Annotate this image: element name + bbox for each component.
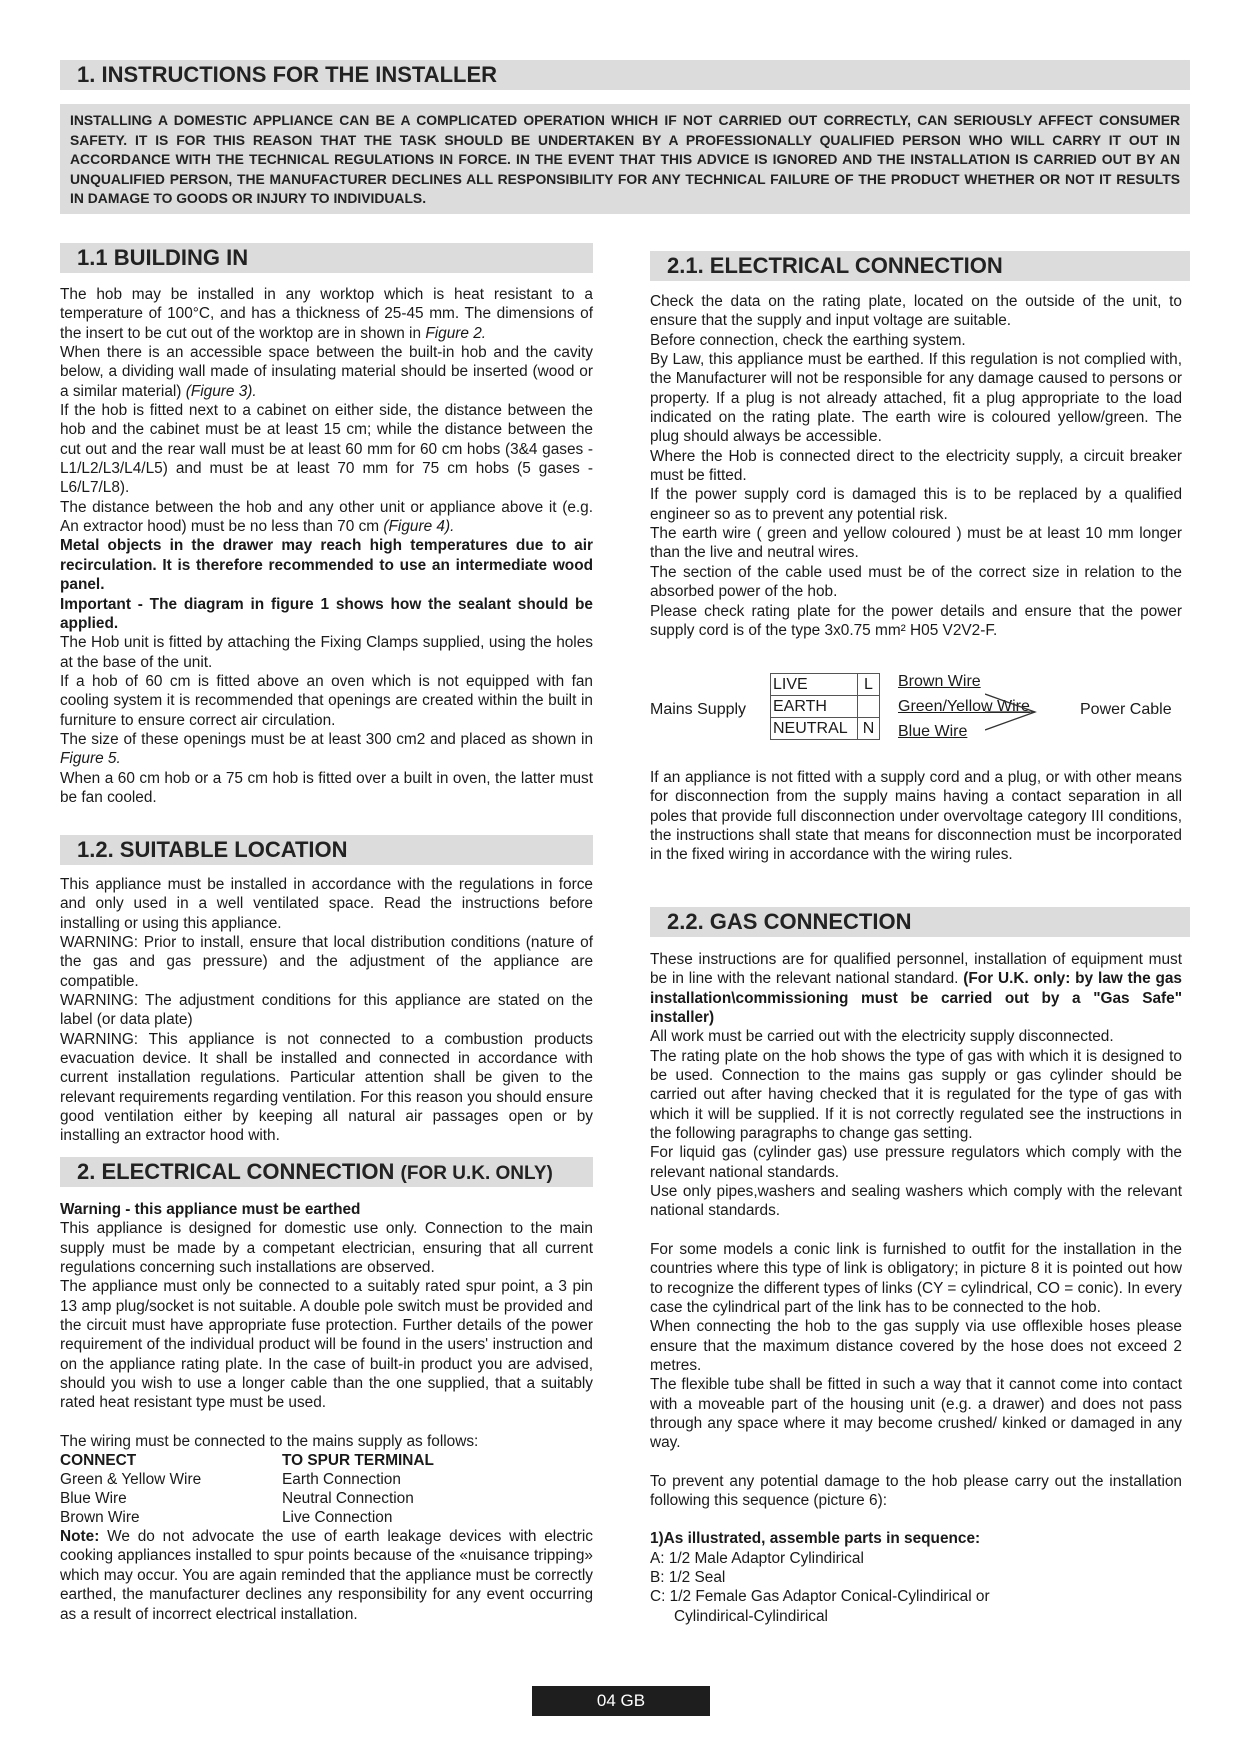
table-row: Brown Wire Live Connection [60, 1509, 393, 1527]
power-cable-label: Power Cable [1080, 701, 1172, 718]
uk-electrical-text: Warning - this appliance must be earthed This appliance is designed for domestic use only. Connection to the main supply must be made by a competant electrician, ensuring that all current regulations concerning such installations are observed. The appliance must only be connected to a suitably rated spur point, a 3 pin 13 amp plug/socket is not suitable. A double pole switch must be provided and the circuit must have appropriate fuse protection. Further details of the power requirement of the individual product will be found in the users' instruction and on the appliance rating plate. In the case of built-in product you are advised, should you wish to use a longer cable than the one supplied, that a suitably rated heat resistant type must be used. The wiring must be connected to the mains supply as follows: CONNECT TO SPUR TERMINAL Green & Yellow Wire Earth Connection Blue Wire Neutral Connection Brown Wire Live Connection Note: We do not advocate the use of earth leakage devices with electric cooking appliances installed to spur points because of the «nuisance tripping» which may occur. You are again reminded that the appliance must be correctly earthed, the manufacturer declines any responsibility for any event occurring as a result of incorrect electrical installation. [60, 1201, 593, 1623]
installer-warning: INSTALLING A DOMESTIC APPLIANCE CAN BE A COMPLICATED OPERATION WHICH IF NOT CARRIED OUT CORRECTLY, CAN SERIOUSLY AFFECT CONSUMER SAFETY. IT IS FOR THIS REASON THAT THE TASK SHOULD BE UNDERTAKEN BY A PROFESSIONALLY QUALIFIED PERSON WHO WILL CARRY IT OUT IN ACCORDANCE WITH THE TECHNICAL REGULATIONS IN FORCE. IN THE EVENT THAT THIS ADVICE IS IGNORED AND THE INSTALLATION IS CARRIED OUT BY AN UNQUALIFIED PERSON, THE MANUFACTURER DECLINES ALL RESPONSIBILITY FOR ANY TECHNICAL FAILURE OF THE PRODUCT WHETHER OR NOT IT RESULTS IN DAMAGE TO GOODS OR INJURY TO INDIVIDUALS. [60, 104, 1190, 214]
wiring-diagram-box [770, 673, 880, 740]
table-row: NEUTRAL N [771, 718, 880, 740]
table-row: LIVE L [771, 674, 880, 696]
section-2-2-title: 2.2. GAS CONNECTION [650, 907, 1190, 937]
table-row: Green & Yellow Wire Earth Connection [60, 1471, 401, 1489]
section-1-1-title: 1.1 BUILDING IN [60, 243, 593, 273]
page-number: 04 GB [532, 1686, 710, 1716]
table-row: EARTH [771, 696, 880, 718]
section-2-title: 2. ELECTRICAL CONNECTION (FOR U.K. ONLY) [60, 1157, 593, 1187]
wiring-table [60, 1451, 434, 1527]
green-yellow-wire-label: Green/Yellow Wire [898, 698, 1030, 715]
cable-arrow [985, 680, 1085, 750]
blue-wire-label: Blue Wire [898, 723, 968, 740]
building-in-text: The hob may be installed in any worktop which is heat resistant to a temperature of 100°C, and has a thickness of 25-45 mm. The dimensions of the insert to be cut out of the worktop are in shown in Figure 2. When there is an accessible space between the built-in hob and the cavity below, a dividing wall made of insulating material should be inserted (wood or a similar material) (Figure 3). If the hob is fitted next to a cabinet on either side, the distance between the hob and the cabinet must be at least 15 cm; while the distance between the cut out and the rear wall must be at least 60 mm for 60 cm hobs (3&4 gases - L1/L2/L3/L4/L5) and must be at least 70 mm for 75 cm hobs (5 gases - L6/L7/L8). The distance between the hob and any other unit or appliance above it (e.g. An extractor hood) must be no less than 70 cm (Figure 4). Metal objects in the drawer may reach high temperatures due to air recirculation. It is therefore recommended to use an intermediate wood panel. Important - The diagram in figure 1 shows how the sealant should be applied. The Hob unit is fitted by attaching the Fixing Clamps supplied, using the holes at the base of the unit. If a hob of 60 cm is fitted above an oven which is not equipped with fan cooling system it is recommended that openings are created within the built in furniture to ensure correct air circulation. The size of these openings must be at least 300 cm2 and placed as shown in Figure 5. When a 60 cm hob or a 75 cm hob is fitted over a built in oven, the latter must be fan cooled. [60, 286, 593, 806]
gas-connection-text: These instructions are for qualified personnel, installation of equipment must be in line with the relevant national standard. (For U.K. only: by law the gas installation\commissioning must be carried out by a "Gas Safe" installer) All work must be carried out with the electricity supply disconnected. The rating plate on the hob shows the type of gas with which it is designed to be used. Connection to the mains gas supply or gas cylinder should be carried out after having checked that it is regulated for the type of gas with which it will be supplied. If it is not correctly regulated see the instructions in the following paragraphs to change gas setting. For liquid gas (cylinder gas) use pressure regulators which comply with the relevant national standards. Use only pipes,washers and sealing washers which comply with the relevant national standards. For some models a conic link is furnished to outfit for the installation in the countries where this type of link is obligatory; in picture 8 it is pointed out how to recognize the different types of links (CY = cylindrical, CO = conic). In every case the cylindrical part of the link has to be connected to the hob. When connecting the hob to the gas supply via use offlexible hoses please ensure that the maximum distance covered by the hose does not exceed 2 metres. The flexible tube shall be fitted in such a way that it cannot come into contact with a moveable part of the housing unit (e.g. a drawer) and does not pass through any space where it may become crushed/ kinked or damaged in any way. To prevent any potential damage to the hob please carry out the installation following this sequence (picture 6): 1)As illustrated, assemble parts in sequence: A: 1/2 Male Adaptor Cylindirical B: 1/2 Seal C: 1/2 Female Gas Adaptor Conical-Cylindirical or Cylindirical-Cylindirical [650, 951, 1182, 1625]
table-row: Blue Wire Neutral Connection [60, 1490, 414, 1508]
section-2-1-title: 2.1. ELECTRICAL CONNECTION [650, 251, 1190, 281]
section-1-2-title: 1.2. SUITABLE LOCATION [60, 835, 593, 865]
disconnection-text: If an appliance is not fitted with a supply cord and a plug, or with other means for disconnection from the supply mains having a contact separation in all poles that provide full disconnection under overvoltage category III conditions, the instructions shall state that means for disconnection must be incorporated in the fixed wiring in accordance with the wiring rules. [650, 769, 1182, 864]
spur-terminal-header: TO SPUR TERMINAL [282, 1452, 434, 1470]
connect-header: CONNECT [60, 1452, 137, 1470]
brown-wire-label: Brown Wire [898, 673, 981, 690]
electrical-connection-text: Check the data on the rating plate, located on the outside of the unit, to ensure that the supply and input voltage are suitable. Before connection, check the earthing system. By Law, this appliance must be earthed. If this regulation is not complied with, the Manufacturer will not be responsible for any damage caused to persons or property. If a plug is not already attached, fit a plug appropriate to the load indicated on the rating plate. The earth wire is coloured yellow/green. The plug should always be accessible. Where the Hob is connected direct to the electricity supply, a circuit breaker must be fitted. If the power supply cord is damaged this is to be replaced by a qualified engineer so as to prevent any potential risk. The earth wire ( green and yellow coloured ) must be at least 10 mm longer than the live and neutral wires. The section of the cable used must be of the correct size in relation to the absorbed power of the hob. Please check rating plate for the power details and ensure that the power supply cord is of the type 3x0.75 mm² H05 V2V2-F. [650, 293, 1182, 639]
suitable-location-text: This appliance must be installed in accordance with the regulations in force and only used in a well ventilated space. Read the instructions before installing or using this appliance. WARNING: Prior to install, ensure that local distribution conditions (nature of the gas and gas pressure) and the adjustment of the appliance are compatible. WARNING: The adjustment conditions for this appliance are stated on the label (or data plate) WARNING: This appliance is not connected to a combustion products evacuation device. It shall be installed and connected in accordance with current installation regulations. Particular attention shall be given to the relevant requirements regarding ventilation. For this reason you should ensure good ventilation either by keeping all natural air passages open or by installing an extractor hood with. [60, 876, 593, 1145]
section-1-title: 1. INSTRUCTIONS FOR THE INSTALLER [60, 60, 1190, 90]
mains-supply-label: Mains Supply [650, 701, 747, 718]
